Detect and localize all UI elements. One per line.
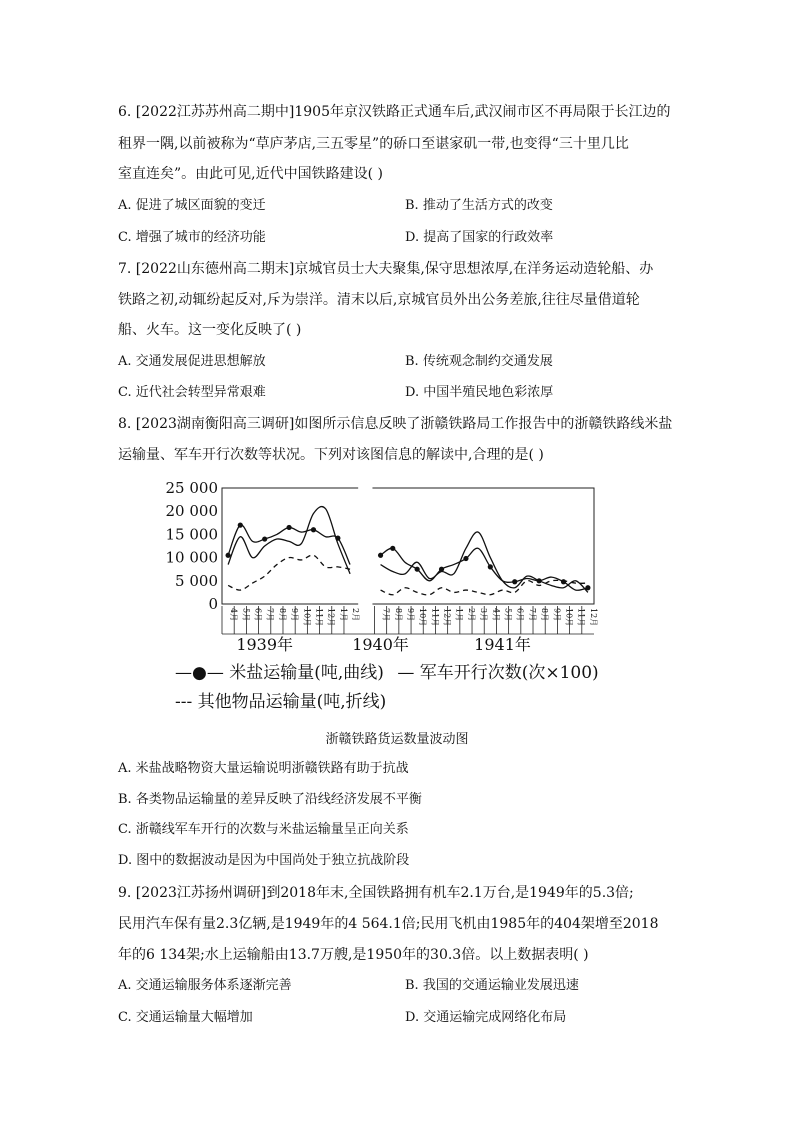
y-tick-label: 15 000 [165, 525, 218, 544]
month-tick-label: 7月 [381, 608, 391, 622]
year-label: 1939年 [236, 635, 294, 654]
legend-other-marker: --- [175, 692, 193, 712]
series-0-point [286, 525, 291, 530]
q6-option-c[interactable]: C. 增强了城市的经济功能 [118, 230, 266, 245]
month-tick-label: 9月 [290, 608, 300, 622]
legend-rice-salt-marker: —●— [175, 663, 224, 683]
q9-line-3: 年的6 134架;水上运输船由13.7万艘,是1950年的30.3倍。以上数据表明( ) [118, 947, 589, 963]
month-tick-label: 6月 [515, 608, 525, 622]
legend-other: 其他物品运输量(吨,折线) [197, 692, 387, 712]
month-tick-label: 8月 [277, 608, 287, 622]
month-tick-label: 5月 [241, 608, 251, 622]
q9-option-b[interactable]: B. 我国的交通运输业发展迅速 [405, 978, 579, 993]
month-tick-label: 4月 [491, 608, 501, 622]
q7-option-b[interactable]: B. 传统观念制约交通发展 [405, 354, 553, 369]
q8-option-c[interactable]: C. 浙赣线军车开行的次数与米盐运输量呈正向关系 [118, 822, 409, 837]
month-tick-label: 7月 [527, 608, 537, 622]
y-tick-label: 0 [208, 595, 218, 613]
month-tick-label: 12月 [442, 608, 452, 627]
month-tick-label: 9月 [552, 608, 562, 622]
axis-break [358, 486, 372, 606]
month-tick-label: 12月 [326, 608, 336, 627]
year-label: 1941年 [474, 635, 531, 654]
series-0-point [378, 553, 383, 558]
q7-option-c[interactable]: C. 近代社会转型异常艰难 [118, 385, 266, 400]
q7-line-1: 7. [2022山东德州高二期末]京城官员士大夫聚集,保守思想浓厚,在洋务运动造轮船、办 [118, 261, 654, 277]
month-tick-label: 11月 [430, 608, 440, 627]
legend-military-marker: — [397, 663, 415, 683]
series-0-point [225, 553, 230, 558]
q8-option-a[interactable]: A. 米盐战略物资大量运输说明浙赣铁路有助于抗战 [118, 761, 409, 776]
month-tick-label: 11月 [576, 608, 586, 627]
q9-option-a[interactable]: A. 交通运输服务体系逐渐完善 [118, 978, 292, 993]
month-tick-label: 8月 [393, 608, 403, 622]
chart-legend-row-2 [175, 687, 386, 712]
chart-legend-row-1 [175, 658, 599, 683]
month-tick-label: 10月 [418, 608, 428, 627]
series-1-line [228, 507, 350, 574]
series-0-point [561, 579, 566, 584]
q6-option-b[interactable]: B. 推动了生活方式的改变 [405, 198, 553, 213]
q9-line-1: 9. [2023江苏扬州调研]到2018年末,全国铁路拥有机车2.1万台,是1949年的5.3倍; [118, 885, 634, 901]
series-0-point [415, 567, 420, 572]
q8-line-1: 8. [2023湖南衡阳高三调研]如图所示信息反映了浙赣铁路局工作报告中的浙赣铁路线米盐 [118, 416, 673, 432]
series-0-point [488, 564, 493, 569]
month-tick-label: 9月 [405, 608, 415, 622]
month-tick-label: 7月 [265, 608, 275, 622]
q7-option-d[interactable]: D. 中国半殖民地色彩浓厚 [405, 385, 554, 400]
series-0-line [381, 548, 588, 590]
month-tick-label: 2月 [466, 608, 476, 622]
q6-option-d[interactable]: D. 提高了国家的行政效率 [405, 230, 554, 245]
month-tick-label: 8月 [540, 608, 550, 622]
series-0-point [238, 523, 243, 528]
q7-line-3: 船、火车。这一变化反映了( ) [118, 322, 302, 338]
q7-option-a[interactable]: A. 交通发展促进思想解放 [118, 354, 266, 369]
month-tick-label: 4月 [229, 608, 239, 622]
q8-option-d[interactable]: D. 图中的数据波动是因为中国尚处于独立抗战阶段 [118, 853, 410, 868]
month-tick-label: 10月 [302, 608, 312, 627]
series-2-line [228, 555, 350, 590]
series-0-point [512, 579, 517, 584]
month-tick-label: 2月 [351, 608, 361, 622]
month-tick-label: 11月 [314, 608, 324, 627]
month-tick-label: 5月 [503, 608, 513, 622]
series-0-point [262, 536, 267, 541]
q8-line-2: 运输量、军车开行次数等状况。下列对该图信息的解读中,合理的是( ) [118, 447, 544, 463]
month-tick-label: 1月 [454, 608, 464, 622]
series-1-line [381, 532, 588, 592]
y-tick-label: 20 000 [165, 502, 218, 521]
y-tick-label: 5 000 [175, 571, 218, 590]
freight-fluctuation-chart [160, 476, 610, 656]
q6-line-1: 6. [2022江苏苏州高二期中]1905年京汉铁路正式通车后,武汉闹市区不再局限于长江边的 [118, 104, 671, 120]
y-tick-label: 25 000 [165, 479, 218, 497]
q9-option-d[interactable]: D. 交通运输完成网络化布局 [405, 1010, 567, 1025]
month-tick-label: 6月 [253, 608, 263, 622]
month-tick-label: 1月 [338, 608, 348, 622]
legend-rice-salt: 米盐运输量(吨,曲线) [229, 663, 384, 683]
legend-military: 军车开行次数(次×100) [419, 663, 599, 683]
series-0-point [463, 556, 468, 561]
q8-option-b[interactable]: B. 各类物品运输量的差异反映了沿线经济发展不平衡 [118, 792, 422, 807]
q9-option-c[interactable]: C. 交通运输量大幅增加 [118, 1010, 253, 1025]
plot-frame [222, 488, 594, 604]
series-0-point [311, 527, 316, 532]
y-tick-label: 10 000 [165, 548, 218, 567]
q6-line-2: 租界一隅,以前被称为“草庐茅店,三五零星”的硚口至谌家矶一带,也变得“三十里几比 [118, 136, 629, 152]
series-0-point [390, 546, 395, 551]
q7-line-2: 铁路之初,动辄纷起反对,斥为崇洋。清末以后,京城官员外出公务差旅,往往尽量借道轮 [118, 292, 640, 308]
month-tick-label: 10月 [564, 608, 574, 627]
month-tick-label: 3月 [479, 608, 489, 622]
q9-line-2: 民用汽车保有量2.3亿辆,是1949年的4 564.1倍;民用飞机由1985年的404架增至2018 [118, 916, 659, 932]
chart-caption: 浙赣铁路货运数量波动图 [325, 732, 469, 747]
q6-option-a[interactable]: A. 促进了城区面貌的变迁 [118, 198, 266, 213]
month-tick-label: 12月 [588, 608, 598, 627]
year-label: 1940年 [352, 635, 409, 654]
q6-line-3: 室直连矣”。由此可见,近代中国铁路建设( ) [118, 166, 383, 182]
